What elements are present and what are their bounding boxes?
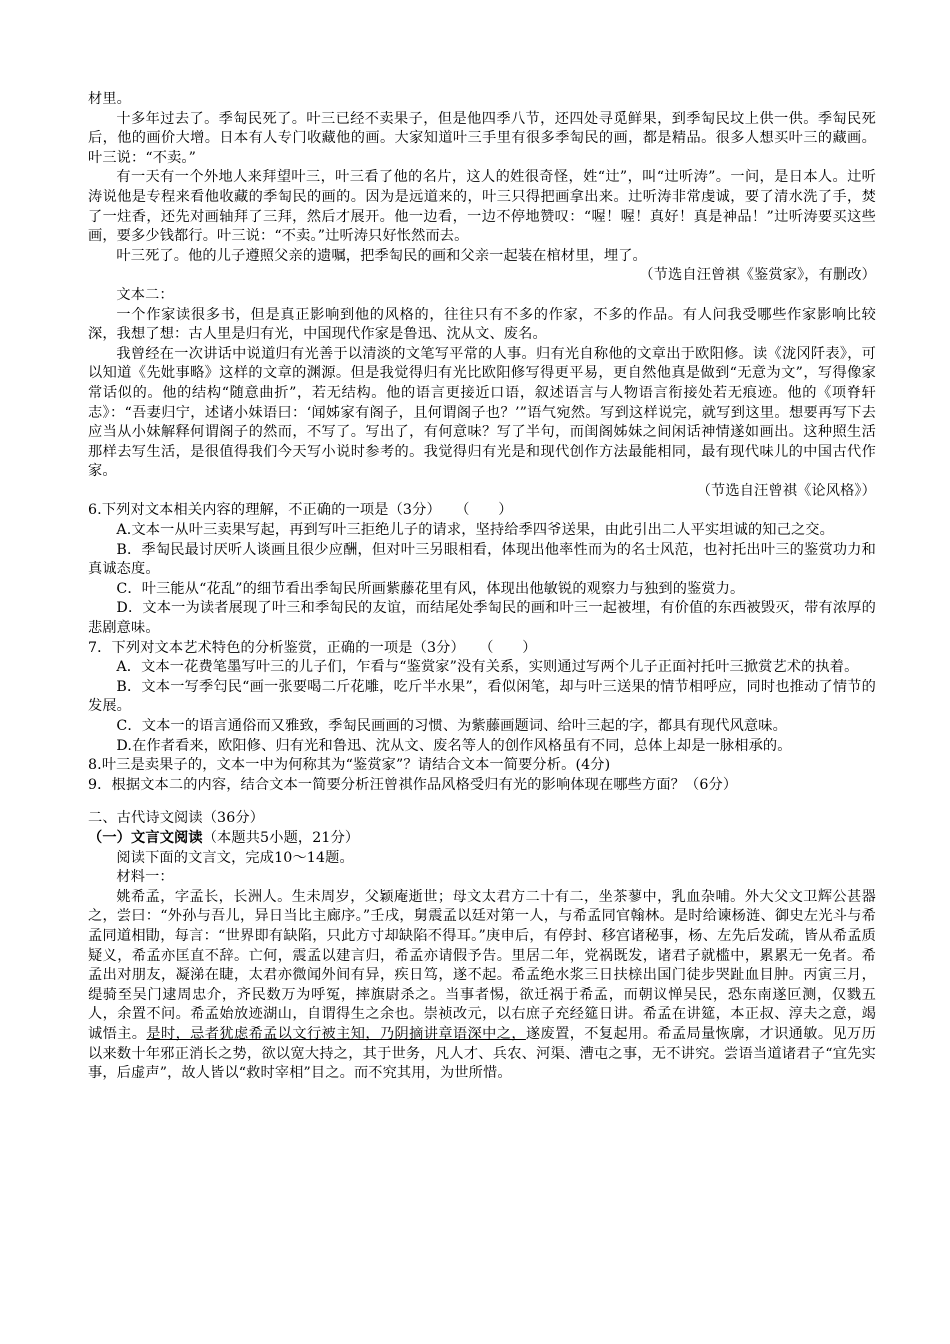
material-label: 材料一： (116, 869, 174, 886)
subsection-title: （一）文言文阅读 (88, 829, 203, 846)
paragraph: 十多年过去了。季匋民死了。叶三已经不卖果子，但是他四季八节，还四处寻觅鲜果，到季匋民坟上供一供。季匋民死后，他的画价大增。日本有人专门收藏他的画。大家知道叶三手里有很多季匋民的画，都是精品。很多人想买叶三的藏画。叶三说：“不卖。” (88, 110, 876, 166)
option-c: C．文本一的语言通俗而又雅致，季匋民画画的习惯、为紫藤画题词、给叶三起的字，都具有现代风意味。 (116, 718, 787, 734)
source-citation: （节选自汪曾祺《鉴赏家》，有删改） (639, 267, 876, 284)
option-c: C．叶三能从“花乱”的细节看出季匋民所画紫藤花里有风，体现出他敏锐的观察力与独到的鉴赏力。 (116, 580, 745, 597)
instruction: 阅读下面的文言文，完成10～14题。 (116, 849, 354, 866)
classical-passage (88, 888, 876, 1084)
underlined-sentence: 是时，忌者犹虑希孟以文行被主知，乃阴摘讲章语深中之， (146, 1025, 526, 1042)
option-b: B．文本一写季匄民“画一张要喝二斤花雕，吃斤半水果”，看似闲笔，却与叶三送果的情节相呼应，同时也推动了情节的发展。 (88, 678, 876, 715)
subsection-note: （本题共5小题，21分） (202, 829, 360, 846)
option-b: B．季匋民最讨厌听人谈画且很少应酬，但对叶三另眼相看，体现出他率性而为的名士风范，也衬托出叶三的鉴赏功力和真诚态度。 (88, 541, 876, 578)
question-8: 8.叶三是卖果子的，文本一中为何称其为“鉴赏家”？请结合文本一简要分析。(4分) (88, 757, 611, 774)
paragraph: 我曾经在一次讲话中说道归有光善于以清淡的文笔写平常的人事。归有光自称他的文章出于欧阳修。读《泷冈阡表》，可以知道《先妣事略》这样的文章的渊源。但是我觉得归有光比欧阳修写得更平易，更自然他真是做到“无意为文”，写得像家常话似的。他的结构“随意曲折”，若无结构。他的语言更接近口语，叙述语言与人物语言衔接处若无痕迹。他的《项脊轩志》：“吾妻归宁，述诸小妹语曰：‘闻姊家有阁子，且何谓阁子也？’”语气宛然。写到这样说完，就写到这里。想要再写下去应当从小妹解释何谓阁子的然而，不写了。写出了，有何意味？写了半句，而闺阁姊妹之间闲话神情遂如画出。这种照生活那样去写生活，是很值得我们今天写小说时参考的。我觉得归有光是和现代创作方法最能相同，最有现代味儿的中国古代作家。 (88, 345, 876, 480)
paragraph: 有一天有一个外地人来拜望叶三，叶三看了他的名片，这人的姓很奇怪，姓“辻”，叫“辻听涛”。一问，是日本人。辻听涛说他是专程来看他收藏的季匋民的画的。因为是远道来的，叶三只得把画拿出来。辻听涛非常虔诚，要了清水洗了手，焚了一炷香，还先对画轴拜了三拜，然后才展开。他一边看，一边不停地赞叹：“喔！喔！真好！真是神品！”辻听涛要买这些画，要多少钱都行。叶三说：“不卖。”辻听涛只好怅然而去。 (88, 169, 876, 245)
option-d: D.在作者看来，欧阳修、归有光和鲁迅、沈从文、废名等人的创作风格虽有不同，总体上却是一脉相承的。 (116, 737, 792, 754)
option-a: A.文本一从叶三卖果写起，再到写叶三拒绝儿子的请求，坚持给季四爷送果，由此引出二人平实坦诚的知己之交。 (116, 522, 834, 539)
paragraph: 一个作家读很多书，但是真正影响到他的风格的，往往只有不多的作家，不多的作品。有人问我受哪些作家影响比较深，我想了想：古人里是归有光，中国现代作家是鲁迅、沈从文、废名。 (88, 306, 876, 343)
subsection-heading (88, 829, 876, 849)
passage-text: 姚希孟，字孟长，长洲人。生未周岁，父颖庵逝世；母文太君方二十有二，坐茶蓼中，乳血杂哺。外大父文卫辉公甚器之，尝曰：“外孙与吾儿，异日当比主廊序。”壬戌，舅震孟以廷对第一人，与希孟同官翰林。是时给谏杨涟、御史左光斗与希孟同道相勖，每言：“世界即有缺陷，只此方寸却缺陷不得耳。”庚申后，有停封、移宫诸秘事，杨、左先后发疏，皆从希孟质疑义，希孟亦匡直不辞。亡何，震孟以建言归，希孟亦请假予告。里居二年，党祸既发，诸君子就槛中，累累无一免者。希孟出对朋友，凝涕在睫，太君亦微闻外间有异，疾日笃，遂不起。希孟绝水浆三日扶榇出国门徒步哭趾血目肿。丙寅三月，缇骑至吴门逮周忠介，齐民数万为呼冤，摔旗尉杀之。当事者惕，欲迁祸于希孟，而朝议惮吴民，恐东南遂叵测，仅戮五人，余置不问。希孟始放迹湖山，自谓得生之余也。崇祯改元，以右庶子充经筵日讲。希孟在讲筵，本正叔、淳夫之意，竭诚悟主。 (88, 888, 876, 1042)
option-d: D．文本一为读者展现了叶三和季匋民的友谊，而结尾处季匋民的画和叶三一起被埋，有价值的东西被毁灭，带有浓厚的悲剧意味。 (88, 600, 876, 637)
paragraph: 材里。 (88, 91, 132, 107)
option-a: A．文本一花费笔墨写叶三的儿子们，乍看与“鉴赏家”没有关系，实则通过写两个儿子正面衬托叶三掀赏艺术的执着。 (116, 659, 859, 676)
source-citation: （节选自汪曾祺《论风格》） (696, 482, 876, 499)
question-9: 9．根据文本二的内容，结合文本一简要分析汪曾祺作品风格受归有光的影响体现在哪些方面？（6分） (88, 776, 738, 793)
question-6: 6.下列对文本相关内容的理解，不正确的一项是（3分） （ ） (88, 502, 513, 519)
section-heading: 二、古代诗文阅读（36分） (88, 810, 265, 827)
paragraph: 叶三死了。他的儿子遵照父亲的遗嘱，把季匋民的画和父亲一起装在棺材里，埋了。 (116, 247, 647, 264)
passage-text: 遂废置，不复起用。希孟局量恢廓，才识通敏。见万历以来数十年邪正消长之势，欲以宽大持之，其于世务，凡人才、兵农、河渠、漕屯之事，无不讲究。尝语当道诸君子“宜先实事，后虚声”，故人皆以“救时宰相”目之。而不究其用，为世所惜。 (88, 1025, 876, 1082)
document-page (88, 90, 876, 1084)
question-7: 7．下列对文本艺术特色的分析鉴赏，正确的一项是（3分） （ ） (88, 639, 537, 656)
section-label: 文本二： (116, 286, 174, 303)
